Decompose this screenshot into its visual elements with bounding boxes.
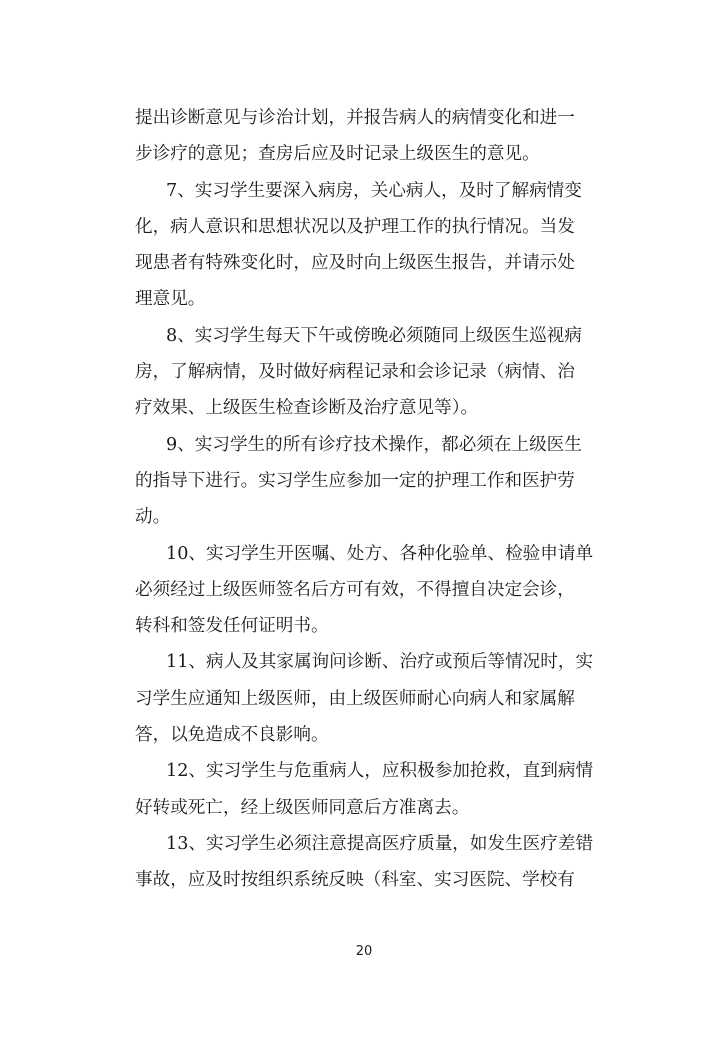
text-line: 现患者有特殊变化时，应及时向上级医生报告，并请示处	[135, 253, 575, 274]
item-12-line: 12、实习学生与危重病人，应积极参加抢救，直到病情	[166, 761, 594, 782]
text-line: 提出诊断意见与诊治计划，并报告病人的病情变化和进一	[135, 108, 575, 128]
text-line: 好转或死亡，经上级医师同意后方准离去。	[135, 797, 470, 818]
text-line: 必须经过上级医师签名后方可有效，不得擅自决定会诊，	[135, 579, 575, 600]
text-line: 理意见。	[135, 289, 206, 310]
document-body	[135, 100, 601, 899]
text-line: 转科和签发任何证明书。	[135, 616, 329, 637]
text-line: 的指导下进行。实习学生应参加一定的护理工作和医护劳	[135, 470, 575, 491]
text-line: 事故，应及时按组织系统反映（科室、实习医院、学校有	[135, 870, 575, 891]
text-line: 步诊疗的意见；查房后应及时记录上级医生的意见。	[135, 144, 540, 165]
item-8-line: 8、实习学生每天下午或傍晚必须随同上级医生巡视病	[166, 325, 582, 346]
item-10-line: 10、实习学生开医嘱、处方、各种化验单、检验申请单	[166, 543, 594, 564]
item-13-line: 13、实习学生必须注意提高医疗质量，如发生医疗差错	[166, 833, 594, 854]
text-line: 习学生应通知上级医师，由上级医师耐心向病人和家属解	[135, 688, 575, 709]
text-line: 化，病人意识和思想状况以及护理工作的执行情况。当发	[135, 216, 575, 237]
item-9-line: 9、实习学生的所有诊疗技术操作，都必须在上级医生	[166, 434, 582, 455]
page-number: 20	[355, 944, 373, 959]
text-line: 答，以免造成不良影响。	[135, 725, 329, 746]
item-11-line: 11、病人及其家属询问诊断、治疗或预后等情况时，实	[166, 652, 594, 673]
text-line: 房，了解病情，及时做好病程记录和会诊记录（病情、治	[135, 362, 575, 383]
text-line: 动。	[135, 507, 171, 528]
item-7-line: 7、实习学生要深入病房，关心病人，及时了解病情变	[166, 180, 582, 201]
text-line: 疗效果、上级医生检查诊断及治疗意见等）。	[135, 398, 479, 419]
